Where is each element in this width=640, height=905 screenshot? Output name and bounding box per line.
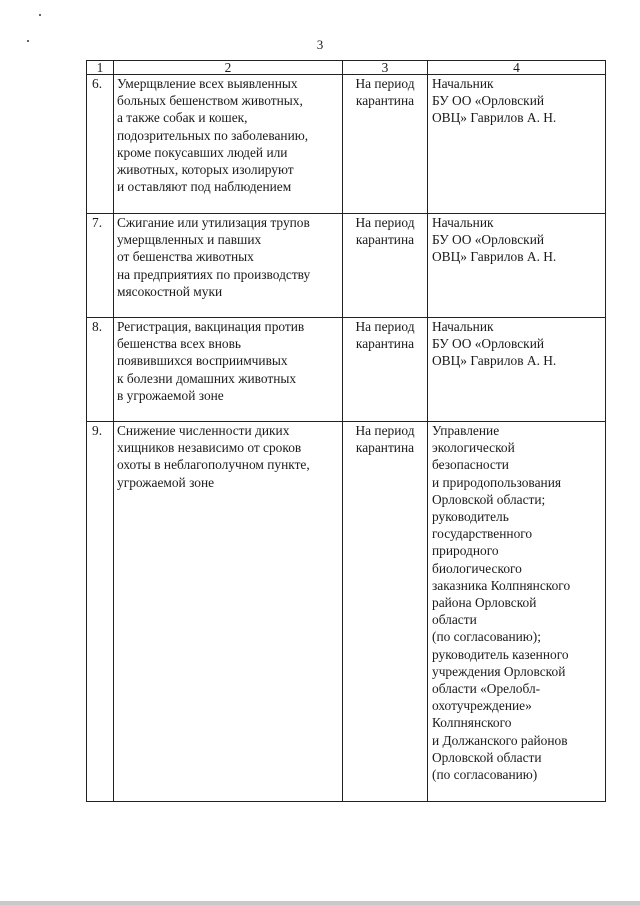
responsible-line: Управление: [432, 423, 500, 438]
responsible-line: руководитель: [432, 509, 509, 525]
table-header-row: [87, 61, 606, 75]
measure-line: а также собак и кошек,: [117, 110, 248, 126]
header-cell: 1: [87, 61, 114, 75]
responsible-line: ОВЦ» Гаврилов А. Н.: [432, 353, 557, 369]
responsible-line: Начальник: [432, 76, 494, 91]
responsible-line: (по согласованию);: [432, 629, 541, 645]
measure-line: кроме покусавших людей или: [117, 144, 288, 160]
responsible-line: ОВЦ» Гаврилов А. Н.: [432, 249, 557, 265]
measure-line: угрожаемой зоне: [117, 474, 215, 490]
table-row: [87, 422, 606, 802]
responsible-line: и природопользования: [432, 474, 562, 490]
measure-line: Сжигание или утилизация трупов: [117, 215, 310, 230]
measure-line: Умерщвление всех выявленных: [117, 76, 298, 91]
scan-speck: [39, 14, 41, 16]
measure-line: на предприятиях по производству: [117, 266, 311, 282]
period-line: На период: [355, 319, 415, 334]
page-number: 3: [316, 37, 324, 52]
responsible-line: БУ ОО «Орловский: [432, 336, 545, 352]
measure-line: мясокостной муки: [117, 283, 223, 299]
period-line: карантина: [355, 93, 415, 109]
table-row: [87, 318, 606, 422]
responsible-cell: [428, 318, 606, 422]
row-number: 8.: [87, 318, 114, 422]
measure-cell: [114, 214, 343, 318]
responsible-line: учреждения Орловской: [432, 663, 566, 679]
responsible-cell: [428, 422, 606, 802]
header-cell: 3: [343, 61, 428, 75]
period-cell: [343, 422, 428, 802]
period-line: На период: [355, 423, 415, 438]
measure-line: от бешенства животных: [117, 249, 254, 265]
measure-cell: [114, 318, 343, 422]
measure-line: больных бешенством животных,: [117, 93, 303, 109]
measure-cell: [114, 75, 343, 214]
responsible-line: биологического: [432, 560, 522, 576]
measure-line: хищников независимо от сроков: [117, 440, 302, 456]
period-cell: [343, 214, 428, 318]
measure-line: и оставляют под наблюдением: [117, 179, 292, 195]
measure-line: подозрительных по заболеванию,: [117, 127, 309, 143]
responsible-line: Начальник: [432, 215, 494, 230]
row-number: 7.: [87, 214, 114, 318]
responsible-line: (по согласованию): [432, 767, 538, 783]
measures-table: [86, 60, 606, 802]
period-cell: [343, 318, 428, 422]
responsible-line: области: [432, 612, 477, 628]
table-row: [87, 214, 606, 318]
period-line: карантина: [355, 440, 415, 456]
measure-line: умерщвленных и павших: [117, 232, 262, 248]
responsible-line: государственного: [432, 526, 533, 542]
responsible-line: района Орловской: [432, 595, 537, 611]
responsible-line: Начальник: [432, 319, 494, 334]
measure-line: в угрожаемой зоне: [117, 387, 224, 403]
measure-line: бешенства всех вновь: [117, 336, 242, 352]
measure-line: охоты в неблагополучном пункте,: [117, 457, 310, 473]
measure-line: Снижение численности диких: [117, 423, 290, 438]
responsible-line: Орловской области;: [432, 491, 546, 507]
period-line: На период: [355, 76, 415, 91]
table-row: [87, 75, 606, 214]
responsible-cell: [428, 214, 606, 318]
header-cell: 2: [114, 61, 343, 75]
responsible-line: ОВЦ» Гаврилов А. Н.: [432, 110, 557, 126]
responsible-line: Орловской области: [432, 749, 542, 765]
period-line: карантина: [355, 336, 415, 352]
responsible-line: БУ ОО «Орловский: [432, 93, 545, 109]
responsible-line: БУ ОО «Орловский: [432, 232, 545, 248]
responsible-cell: [428, 75, 606, 214]
responsible-line: безопасности: [432, 457, 509, 473]
responsible-line: заказника Колпнянского: [432, 577, 571, 593]
period-cell: [343, 75, 428, 214]
measure-line: Регистрация, вакцинация против: [117, 319, 305, 334]
responsible-line: Колпнянского: [432, 715, 512, 731]
responsible-line: области «Орелобл-: [432, 681, 541, 697]
row-number: 6.: [87, 75, 114, 214]
responsible-line: руководитель казенного: [432, 646, 569, 662]
scan-bottom-edge: [0, 901, 640, 905]
measure-line: появившихся восприимчивых: [117, 353, 288, 369]
measure-line: к болезни домашних животных: [117, 370, 297, 386]
row-number: 9.: [87, 422, 114, 802]
responsible-line: природного: [432, 543, 499, 559]
measure-line: животных, которых изолируют: [117, 162, 294, 178]
responsible-line: и Должанского районов: [432, 732, 568, 748]
header-cell: 4: [428, 61, 606, 75]
responsible-line: экологической: [432, 440, 515, 456]
period-line: карантина: [355, 232, 415, 248]
responsible-line: охотучреждение»: [432, 698, 532, 714]
period-line: На период: [355, 215, 415, 230]
measure-cell: [114, 422, 343, 802]
